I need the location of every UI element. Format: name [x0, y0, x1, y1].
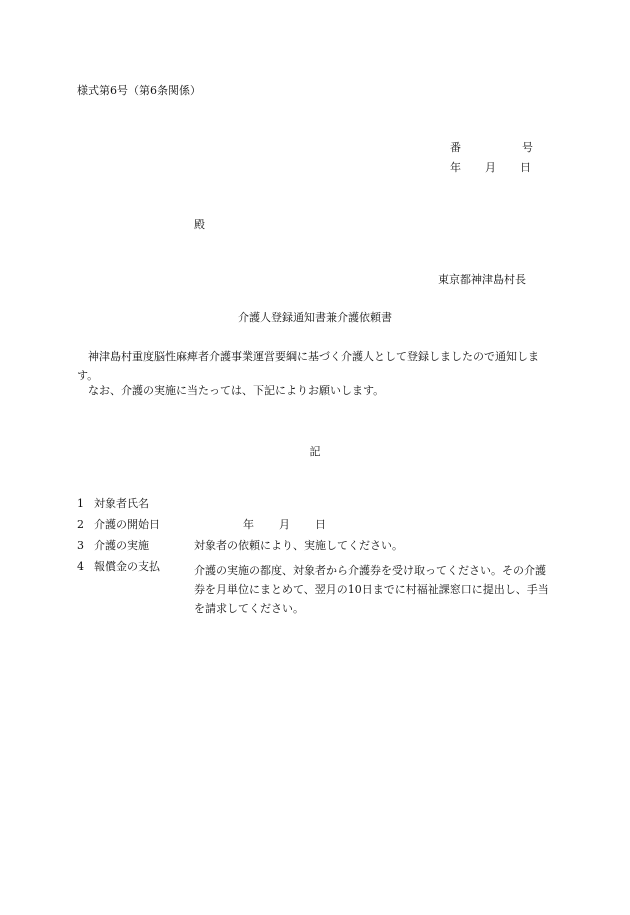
document-number-suffix: 号	[522, 141, 533, 154]
item-number: 4	[77, 560, 84, 573]
start-year-label: 年	[243, 518, 254, 531]
start-month-label: 月	[279, 518, 290, 531]
sender-name: 東京都神津島村長	[438, 273, 526, 286]
item-label: 対象者氏名	[94, 497, 149, 510]
date-day-label: 日	[520, 161, 531, 174]
item-text: 介護の実施の都度、対象者から介護券を受け取ってください。その介護券を月単位にまとめて、翌月の10日までに村福祉課窓口に提出し、手当を請求してください。	[194, 564, 549, 615]
ki-heading: 記	[309, 445, 321, 458]
date-month-label: 月	[485, 161, 496, 174]
date-year-label: 年	[450, 161, 461, 174]
item-label: 報償金の支払	[94, 560, 160, 573]
body-paragraph-2: なお、介護の実施に当たっては、下記によりお願いします。	[88, 384, 385, 397]
item-number: 3	[77, 539, 84, 552]
item-text: 対象者の依頼により、実施してください。	[194, 539, 403, 552]
item-number: 2	[77, 518, 84, 531]
item-number: 1	[77, 497, 84, 510]
addressee-honorific: 殿	[194, 218, 205, 231]
document-number-label: 番	[450, 141, 461, 154]
document-title: 介護人登録通知書兼介護依頼書	[238, 311, 392, 324]
item-label: 介護の実施	[94, 539, 149, 552]
item-label: 介護の開始日	[94, 518, 160, 531]
start-day-label: 日	[315, 518, 326, 531]
body-paragraph-1: 神津島村重度脳性麻痺者介護事業運営要綱に基づく介護人として登録しましたので通知します。	[77, 350, 539, 382]
form-number: 様式第6号（第6条関係）	[77, 84, 201, 97]
